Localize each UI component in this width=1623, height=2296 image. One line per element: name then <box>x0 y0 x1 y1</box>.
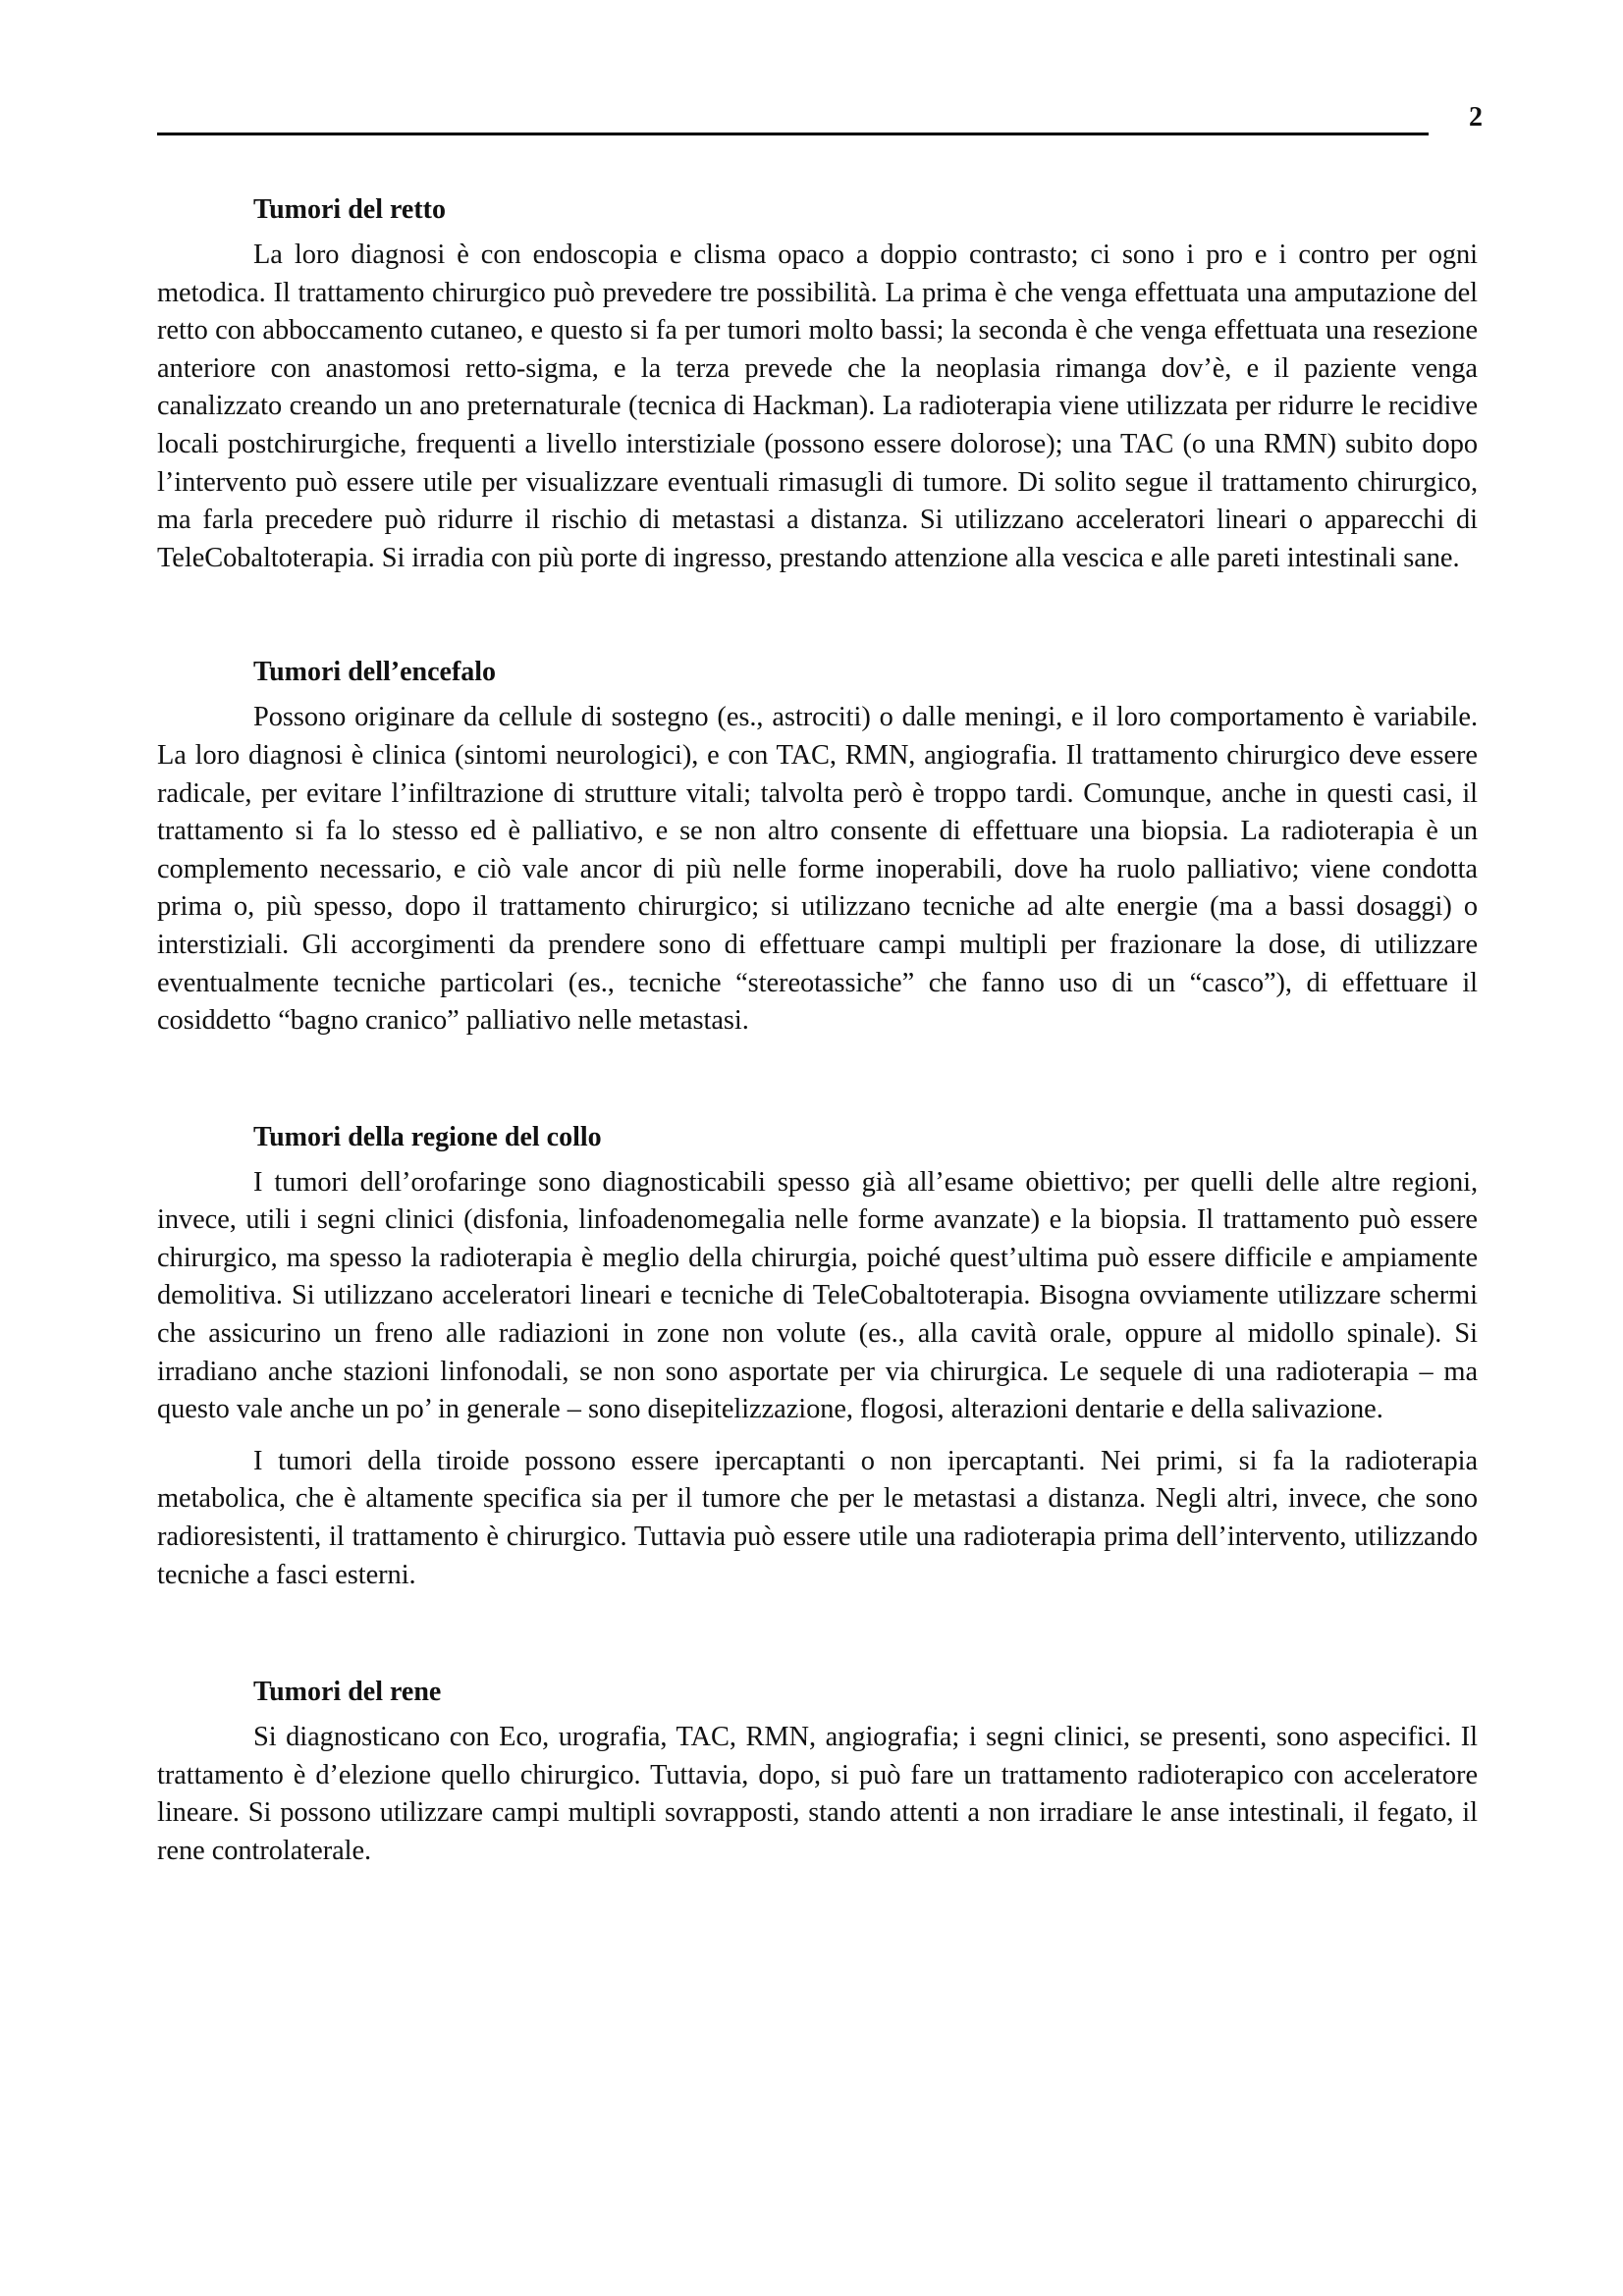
section-title: Tumori del retto <box>253 194 446 225</box>
section-tumori-encefalo <box>157 654 1478 1040</box>
paragraph: La loro diagnosi è con endoscopia e clisma opaco a doppio contrasto; ci sono i pro e i contro per ogni metodica. Il trattamento chirurgico può prevedere tre possibilità. La prima è che venga effettuata una amputazione del retto con abboccamento cutaneo, e questo si fa per tumori molto bassi; la seconda è che venga effettuata una resezione anteriore con anastomosi retto-sigma, e la terza prevede che la neoplasia rimanga dov’è, e il paziente venga canalizzato creando un ano preternaturale (tecnica di Hackman). La radioterapia viene utilizzata per ridurre le recidive locali postchirurgiche, frequenti a livello interstiziale (possono essere dolorose); una TAC (o una RMN) subito dopo l’intervento può essere utile per visualizzare eventuali rimasugli di tumore. Di solito segue il trattamento chirurgico, ma farla precedere può ridurre il rischio di metastasi a distanza. Si utilizzano acceleratori lineari o apparecchi di TeleCobaltoterapia. Si irradia con più porte di ingresso, prestando attenzione alla vescica e alle pareti intestinali sane. <box>157 240 1478 573</box>
section-title: Tumori della regione del collo <box>253 1121 602 1152</box>
section-tumori-collo <box>157 1119 1478 1595</box>
section-tumori-rene <box>157 1674 1478 1870</box>
paragraph: I tumori della tiroide possono essere ipercaptanti o non ipercaptanti. Nei primi, si fa la radioterapia metabolica, che è altamente specifica sia per il tumore che per le metastasi a distanza. Negli altri, invece, che sono radioresistenti, il trattamento è chirurgico. Tuttavia può essere utile una radioterapia prima dell’intervento, utilizzando tecniche a fasci esterni. <box>157 1445 1478 1590</box>
paragraph: Possono originare da cellule di sostegno (es., astrociti) o dalle meningi, e il loro comportamento è variabile. La loro diagnosi è clinica (sintomi neurologici), e con TAC, RMN, angiografia. Il trattamento chirurgico deve essere radicale, per evitare l’infiltrazione di strutture vitali; talvolta però è troppo tardi. Comunque, anche in questi casi, il trattamento si fa lo stesso ed è palliativo, e se non altro consente di effettuare una biopsia. La radioterapia è un complemento necessario, e ciò vale ancor di più nelle forme inoperabili, dove ha ruolo palliativo; viene condotta prima o, più spesso, dopo il trattamento chirurgico; si utilizzano tecniche ad alte energie (ma a bassi dosaggi) o interstiziali. Gli accorgimenti da prendere sono di effettuare campi multipli per frazionare la dose, di utilizzare eventualmente tecniche particolari (es., tecniche “stereotassiche” che fanno uso di un “casco”), di effettuare il cosiddetto “bagno cranico” palliativo nelle metastasi. <box>157 702 1478 1037</box>
section-title: Tumori del rene <box>253 1677 442 1708</box>
header-rule <box>157 133 1429 135</box>
document-body <box>157 191 1478 1871</box>
page-number: 2 <box>1469 102 1483 133</box>
section-title: Tumori dell’encefalo <box>253 657 497 688</box>
paragraph: Si diagnosticano con Eco, urografia, TAC, RMN, angiografia; i segni clinici, se presenti, sono aspecifici. Il trattamento è d’elezione quello chirurgico. Tuttavia, dopo, si può fare un trattamento radioterapico con acceleratore lineare. Si possono utilizzare campi multipli sovrapposti, stando attenti a non irradiare le anse intestinali, il fegato, il rene controlaterale. <box>157 1722 1478 1866</box>
paragraph: I tumori dell’orofaringe sono diagnosticabili spesso già all’esame obiettivo; per quelli delle altre regioni, invece, utili i segni clinici (disfonia, linfoadenomegalia nelle forme avanzate) e la biopsia. Il trattamento può essere chirurgico, ma spesso la radioterapia è meglio della chirurgia, poiché quest’ultima può essere difficile e ampiamente demolitiva. Si utilizzano acceleratori lineari e tecniche di TeleCobaltoterapia. Bisogna ovviamente utilizzare schermi che assicurino un freno alle radiazioni in zone non volute (es., alla cavità orale, oppure al midollo spinale). Si irradiano anche stazioni linfonodali, se non sono asportate per via chirurgica. Le sequele di una radioterapia – ma questo vale anche un po’ in generale – sono disepitelizzazione, flogosi, alterazioni dentarie e della salivazione. <box>157 1166 1478 1425</box>
section-tumori-retto <box>157 191 1478 577</box>
